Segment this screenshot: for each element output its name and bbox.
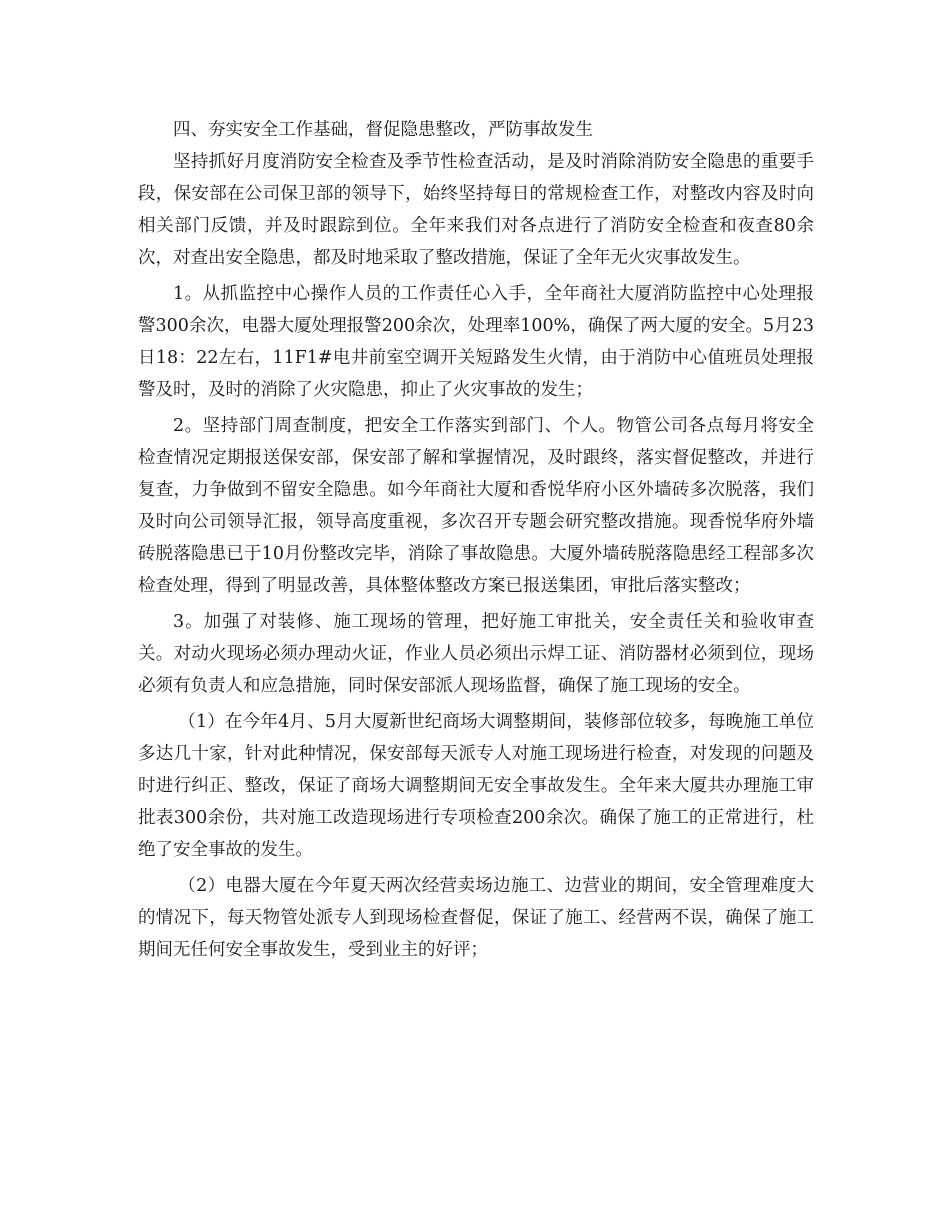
paragraph-intro: 坚持抓好月度消防安全检查及季节性检查活动，是及时消除消防安全隐患的重要手段，保安部在公司保卫部的领导下，始终坚持每日的常规检查工作，对整改内容及时向相关部门反馈，并及时跟踪到位。全年来我们对各点进行了消防安全检查和夜查80余次，对查出安全隐患，都及时地采取了整改措施，保证了全年无火灾事故发生。 (138, 152, 814, 268)
paragraph-subitem-2: （2）电器大厦在今年夏天两次经营卖场边施工、边营业的期间，安全管理难度大的情况下，每天物管处派专人到现场检查督促，保证了施工、经营两不误，确保了施工期间无任何安全事故发生，受到业主的好评； (138, 876, 814, 960)
document-page (138, 114, 814, 970)
section-heading: 四、夯实安全工作基础，督促隐患整改，严防事故发生 (173, 120, 593, 140)
paragraph-subitem-1: （1）在今年4月、5月大厦新世纪商场大调整期间，装修部位较多，每晚施工单位多达几十家，针对此种情况，保安部每天派专人对施工现场进行检查，对发现的问题及时进行纠正、整改，保证了商场大调整期间无安全事故发生。全年来大厦共办理施工审批表300余份，共对施工改造现场进行专项检查200余次。确保了施工的正常进行，杜绝了安全事故的发生。 (138, 712, 814, 860)
paragraph-item-1: 1。从抓监控中心操作人员的工作责任心入手，全年商社大厦消防监控中心处理报警300余次，电器大厦处理报警200余次，处理率100%，确保了两大厦的安全。5月23日18：22左右，11F1#电井前室空调开关短路发生火情，由于消防中心值班员处理报警及时，及时的消除了火灾隐患，抑止了火灾事故的发生； (138, 284, 814, 400)
paragraph-item-2: 2。坚持部门周查制度，把安全工作落实到部门、个人。物管公司各点每月将安全检查情况定期报送保安部，保安部了解和掌握情况，及时跟终，落实督促整改，并进行复查，力争做到不留安全隐患。如今年商社大厦和香悦华府小区外墙砖多次脱落，我们及时向公司领导汇报，领导高度重视，多次召开专题会研究整改措施。现香悦华府外墙砖脱落隐患已于10月份整改完毕，消除了事故隐患。大厦外墙砖脱落隐患经工程部多次检查处理，得到了明显改善，具体整体整改方案已报送集团，审批后落实整改； (138, 416, 814, 596)
paragraph-item-3: 3。加强了对装修、施工现场的管理，把好施工审批关，安全责任关和验收审查关。对动火现场必须办理动火证，作业人员必须出示焊工证、消防器材必须到位，现场必须有负责人和应急措施，同时保安部派人现场监督，确保了施工现场的安全。 (138, 612, 814, 696)
